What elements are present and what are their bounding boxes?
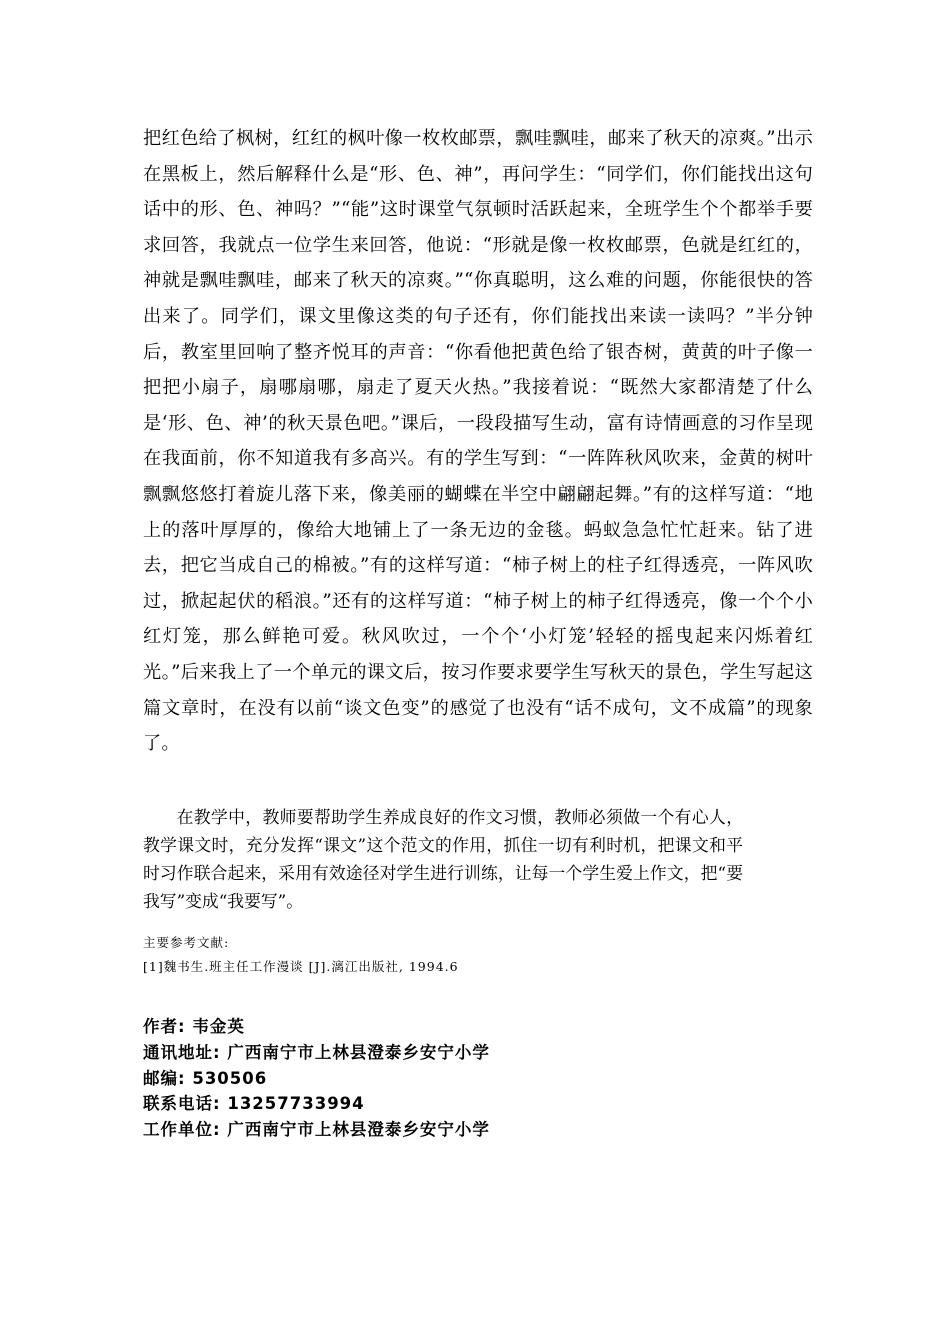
author-address: 通讯地址: 广西南宁市上林县澄泰乡安宁小学 bbox=[143, 1042, 490, 1062]
author-info-block bbox=[143, 1014, 793, 1143]
author-name: 作者: 韦金英 bbox=[143, 1017, 245, 1036]
body-paragraph-2: 在教学中，教师要帮助学生养成良好的作文习惯，教师必须做一个有心人，教学课文时，充分发挥“课文”这个范文的作用，抓住一切有利时机，把课文和平时习作联合起来，采用有效途径对学生进行训练，让每一个学生爱上作文，把“要我写”变成“我要写”。 bbox=[143, 807, 743, 911]
author-phone: 联系电话: 13257733994 bbox=[143, 1094, 365, 1114]
references-heading: 主要参考文献: bbox=[143, 935, 230, 950]
references-section bbox=[143, 931, 743, 979]
body-paragraph-1: 把红色给了枫树，红红的枫叶像一枚枚邮票，飘哇飘哇，邮来了秋天的凉爽。”出示在黑板上，然后解释什么是“形、色、神”，再问学生：“同学们，你们能找出这句话中的形、色、神吗？”“能”这时课堂气氛顿时活跃起来，全班学生个个都举手要求回答，我就点一位学生来回答，他说：“形就是像一枚枚邮票，色就是红红的，神就是飘哇飘哇，邮来了秋天的凉爽。”“你真聪明，这么难的问题，你能很快的答出来了。同学们，课文里像这类的句子还有，你们能找出来读一读吗？”半分钟后，教室里回响了整齐悦耳的声音：“你看他把黄色给了银杏树，黄黄的叶子像一把把小扇子，扇哪扇哪，扇走了夏天火热。”我接着说：“既然大家都清楚了什么是‘形、色、神’的秋天景色吧。”课后，一段段描写生动，富有诗情画意的习作呈现在我面前，你不知道我有多高兴。有的学生写到：“一阵阵秋风吹来，金黄的树叶飘飘悠悠打着旋儿落下来，像美丽的蝴蝶在半空中翩翩起舞。”有的这样写道：“地上的落叶厚厚的，像给大地铺上了一条无边的金毯。蚂蚁急急忙忙赶来。钻了进去，把它当成自己的棉被。”有的这样写道：“柿子树上的柱子红得透亮，一阵风吹过，掀起起伏的稻浪。”还有的这样写道：“柿子树上的柿子红得透亮，像一个个小红灯笼，那么鲜艳可爱。秋风吹过，一个个‘小灯笼’轻轻的摇曳起来闪烁着红光。”后来我上了一个单元的课文后，按习作要求要学生写秋天的景色，学生写起这篇文章时，在没有以前“谈文色变”的感觉了也没有“话不成句，文不成篇”的现象了。 bbox=[143, 128, 813, 755]
author-postcode: 邮编: 530506 bbox=[143, 1068, 268, 1088]
author-workplace: 工作单位: 广西南宁市上林县澄泰乡安宁小学 bbox=[143, 1120, 490, 1140]
reference-item: [1]魏书生.班主任工作漫谈 [J].漓江出版社, 1994.6 bbox=[143, 959, 459, 974]
